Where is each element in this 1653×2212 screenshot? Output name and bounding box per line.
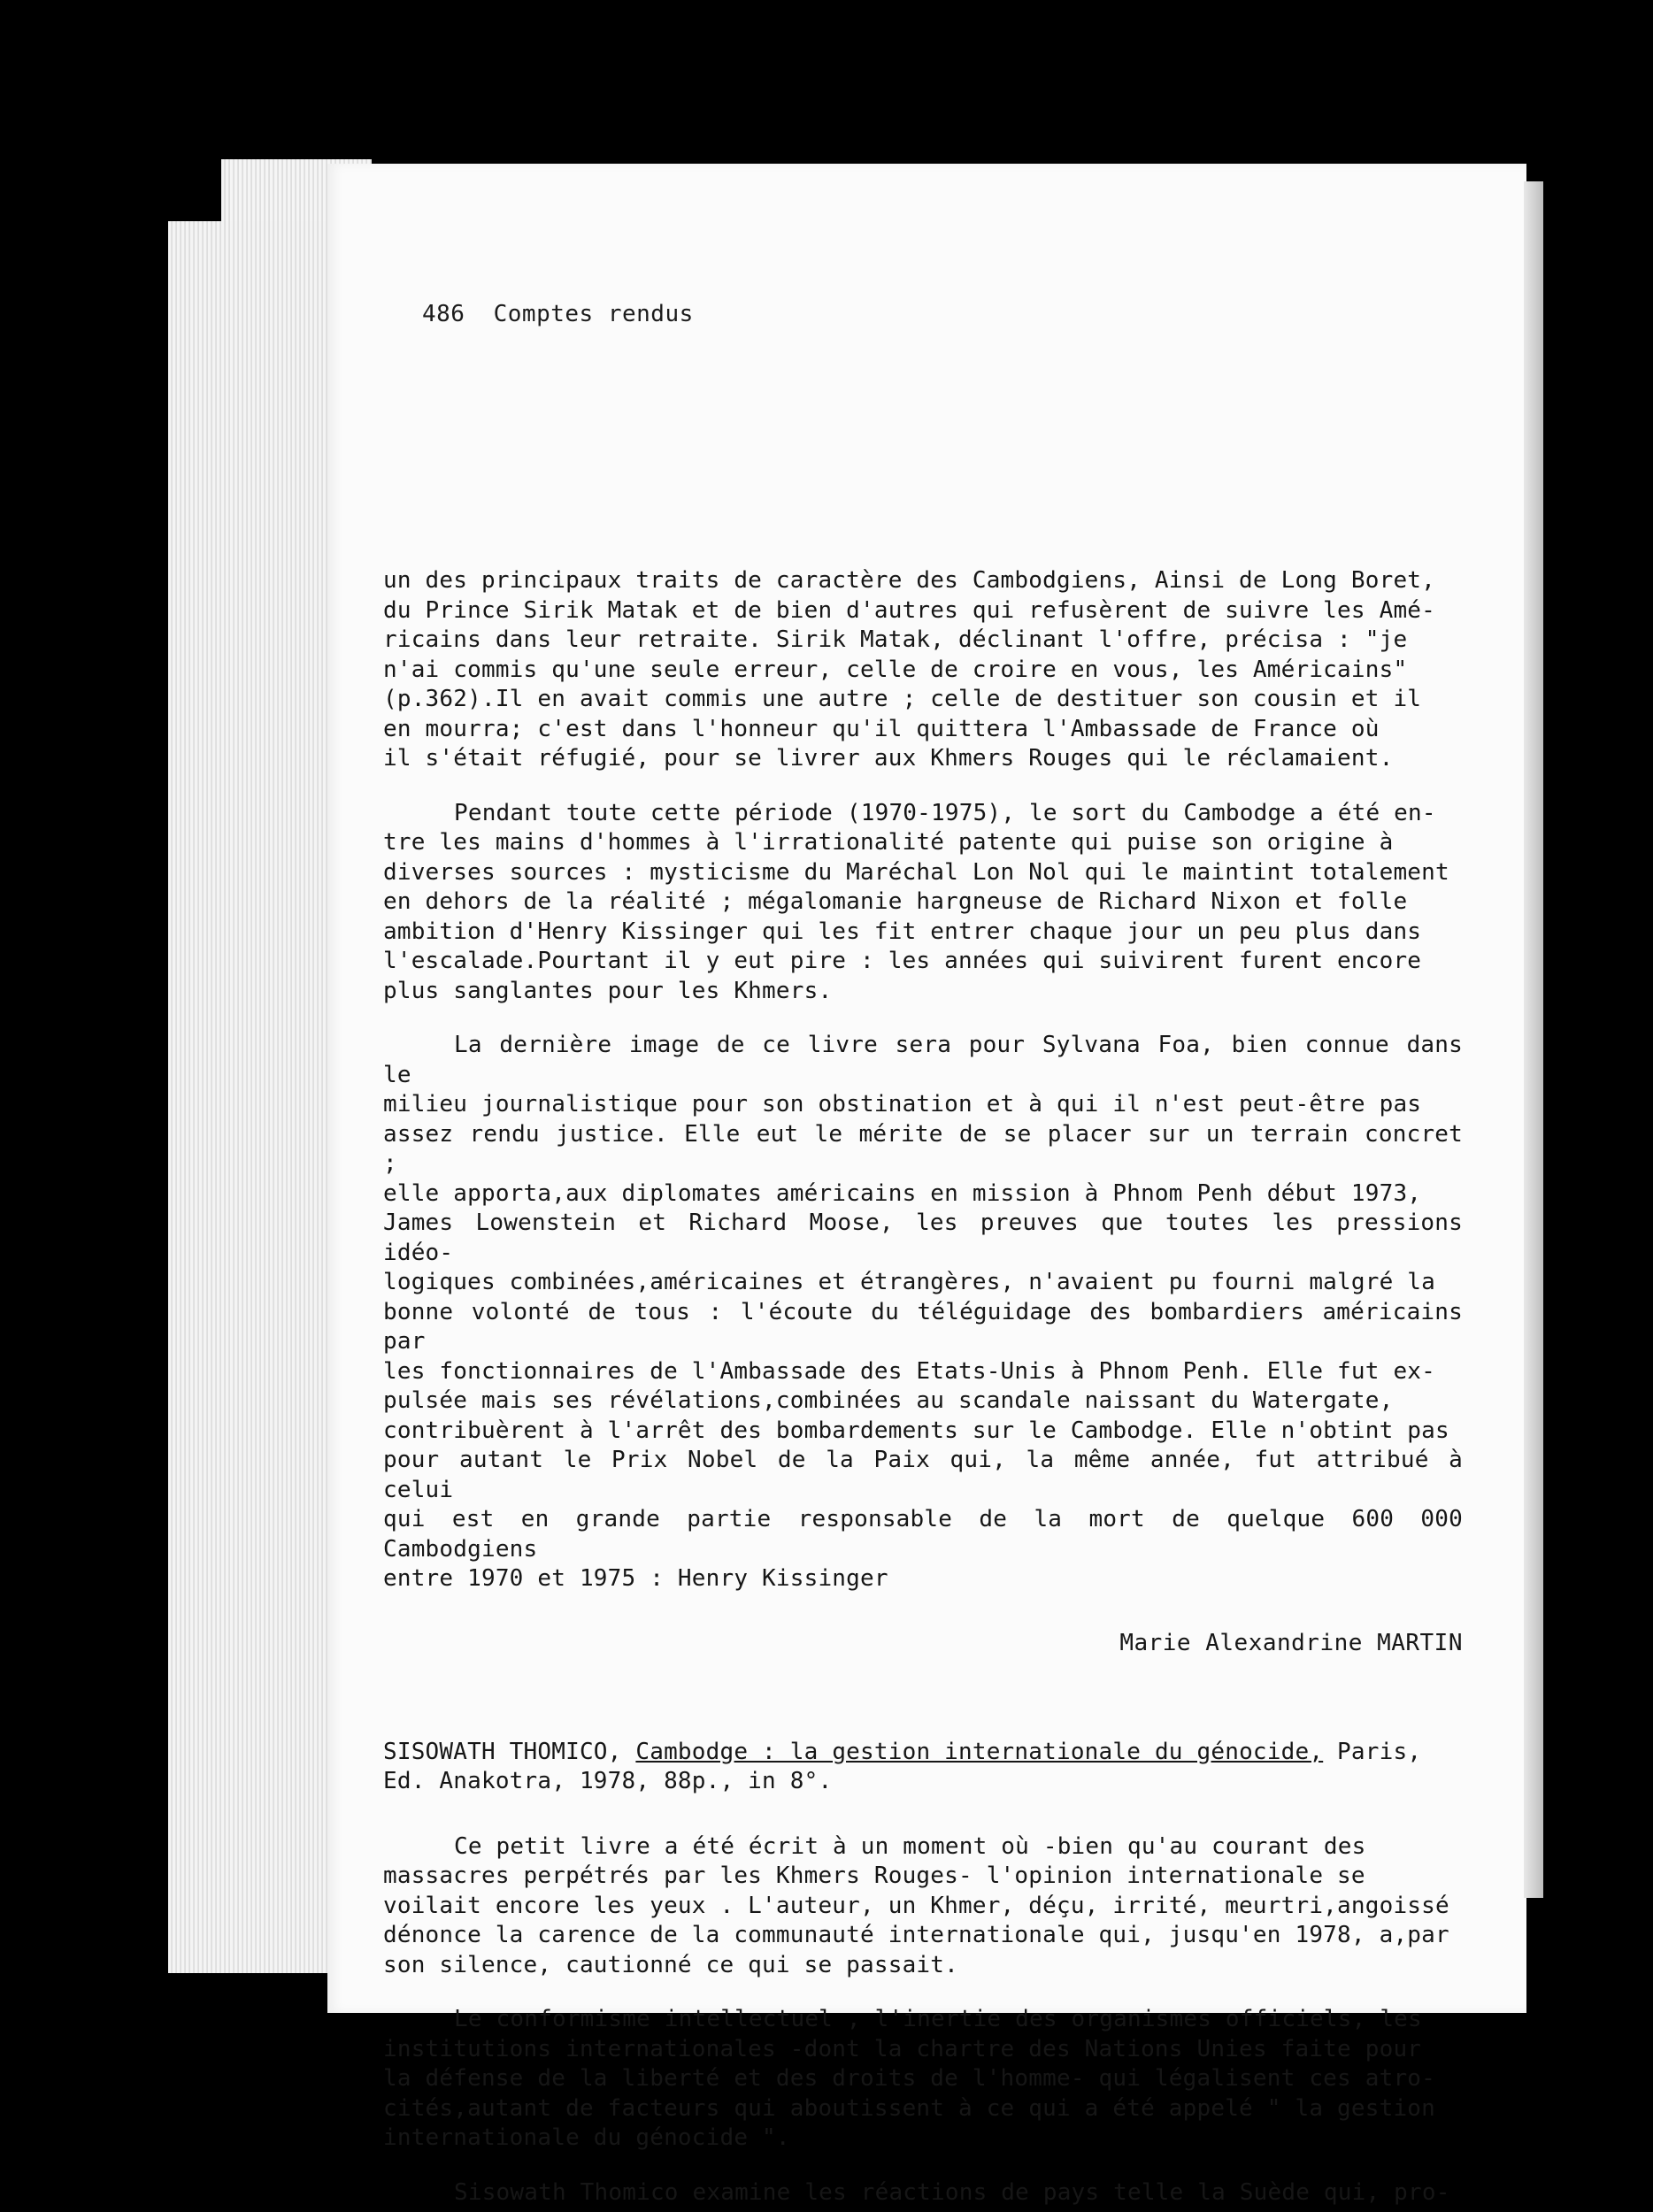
book-page <box>327 164 1526 2206</box>
book-reference-line-1 <box>383 1738 1463 1768</box>
book-page-edges <box>168 221 345 1973</box>
page-number: 486 <box>422 301 465 327</box>
book-reference <box>383 1738 1463 1797</box>
running-head-title: Comptes rendus <box>493 301 694 327</box>
review1-paragraph-2: Pendant toute cette période (1970-1975), le sort du Cambodge a été en- tre les mains d'hommes à l'irrationalité patente qui puise son origine à diverses sources : mysticisme du Maréchal Lon Nol qui le maintint totalement en dehors de la réalité ; mégalomanie hargneuse de Richard Nixon et folle ambition d'Henry Kissinger qui les fit entrer chaque jour un peu plus dans l'escalade.Pourtant il y eut pire : les années qui suivirent furent encore plus sanglantes pour les Khmers. <box>383 799 1449 1004</box>
review-text <box>383 566 1463 2208</box>
review2-paragraph-1: Ce petit livre a été écrit à un moment où -bien qu'au courant des massacres perpétrés par les Khmers Rouges- l'opinion internationale se voilait encore les yeux . L'auteur, un Khmer, déçu, irrité, meurtri,angoissé dénonce la carence de la communauté internationale qui, jusqu'en 1978, a,par son silence, cautionné ce qui se passait. <box>383 1832 1449 1978</box>
reviewer-signature: Marie Alexandrine MARTIN <box>1119 1629 1463 1656</box>
review2-paragraph-3: Sisowath Thomico examine les réactions de pays telle la Suède qui, pro- <box>454 2178 1450 2206</box>
book-author: SISOWATH THOMICO, <box>383 1738 636 1765</box>
review2-paragraph-2: Le conformisme intellectuel , l'inertie des organismes officiels, les institutions internationales -dont la chartre des Nations Unies faite pour la défense de la liberté et des droits de l'homme- qui légalisent ces atro- cités,autant de facteurs qui aboutissent à ce qui a été appelé " la gestion internationale du génocide ". <box>383 2006 1435 2151</box>
book-title: Cambodge : la gestion internationale du génocide, <box>635 1738 1324 1765</box>
review1-paragraph-1: un des principaux traits de caractère des Cambodgiens, Ainsi de Long Boret, du Prince Sirik Matak et de bien d'autres qui refusèrent de suivre les Amé- ricains dans leur retraite. Sirik Matak, déclinant l'offre, précisa : "je n'ai commis qu'une seule erreur, celle de croire en vous, les Américains" (p.362).Il en avait commis une autre ; celle de destituer son cousin et il en mourra; c'est dans l'honneur qu'il quittera l'Ambassade de France où il s'était réfugié, pour se livrer aux Khmers Rouges qui le réclamaient. <box>383 567 1435 772</box>
book-place: Paris, <box>1323 1738 1422 1765</box>
book-publisher: Ed. Anakotra, 1978, 88p., in 8°. <box>383 1768 833 1794</box>
review1-paragraph-3: La dernière image de ce livre sera pour Sylvana Foa, bien connue dans le milieu journalistique pour son obstination et à qui il n'est peut-être pas assez rendu justice. Elle eut le mérite de se placer sur un terrain concret ; elle apporta,aux diplomates américains en mission à Phnom Penh début 1973, James Lowenstein et Richard Moose, les preuves que toutes les pressions idéo- logiques combinées,américaines et étrangères, n'avaient pu fourni malgré la bonne volonté de tous : l'écoute du téléguidage des bombardiers américains par les fonctionnaires de l'Ambassade des Etats-Unis à Phnom Penh. Elle fut ex- pulsée mais ses révélations,combinées au scandale naissant du Watergate, contribuèrent à l'arrêt des bombardements sur le Cambodge. Elle n'obtint pas pour autant le Prix Nobel de la Paix qui, la même année, fut attribué à celui qui est en grande partie responsable de la mort de quelque 600 000 Cambodgiens entre 1970 et 1975 : Henry Kissinger <box>383 1032 1463 1592</box>
book-right-edge <box>1524 181 1543 1898</box>
running-head <box>422 301 694 327</box>
